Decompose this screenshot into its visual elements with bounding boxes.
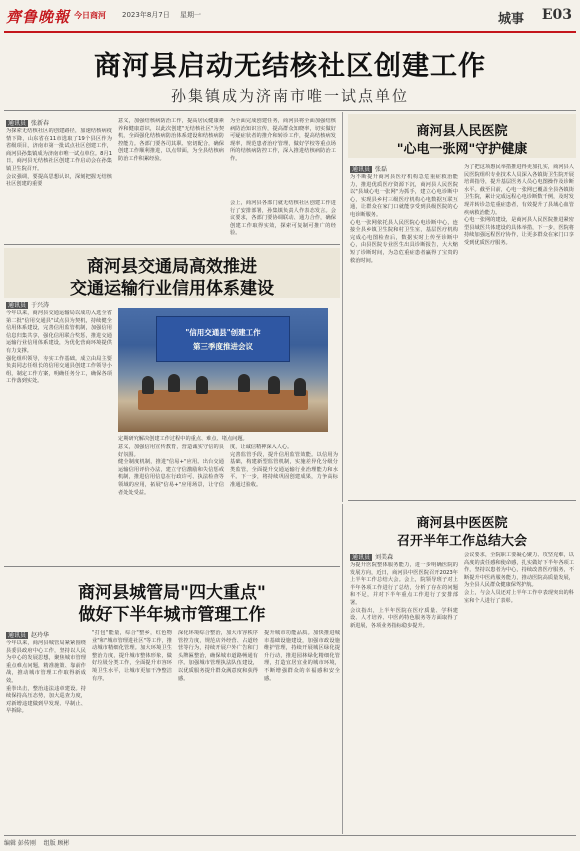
lead-subheadline: 孙集镇成为济南市唯一试点单位 bbox=[170, 87, 409, 105]
meeting-table bbox=[138, 390, 308, 410]
column-divider bbox=[342, 112, 343, 502]
photo-caption: 定期研究解决创建工作过程中的重点、难点、堵点问题。 bbox=[118, 436, 248, 442]
byline-name: 张磊 bbox=[375, 166, 388, 173]
section-rule bbox=[4, 566, 340, 567]
byline-name: 张新春 bbox=[31, 120, 50, 127]
attendee bbox=[238, 374, 250, 392]
byline-name: 于兴涛 bbox=[31, 302, 50, 309]
tcm-col-1: 为提升医院整体服务能力，进一步明确医院的发展方向，近日，商河县中医医院召开2023年上半年工作总结大会。会上，院领导班子对上半年各项工作进行了总结，分析了存在的问题和不足，并对下半年重点工作进行了安排部署。 会议指出，上半年医院在医疗质量、学科建设、人才培养、中医药特色服务等方面取得了新进展，各项业务指标稳步提升。 bbox=[350, 562, 458, 629]
issue-weekday: 星期一 bbox=[180, 11, 201, 19]
attendee bbox=[294, 378, 306, 396]
footer-editor: 编辑 彭传刚 bbox=[4, 840, 36, 847]
lead-col-1: 为探索无结核社区的创建路径，加速结核病疫情下降，山东省在11市选取了19个县区作为省级项目，济南市第一批试点社区创建工作，商河县孙集镇成为济南市唯一试点单位。8月1日，商河县无结核社区创建工作启动会在孙集镇卫生院召开。 会议强调，要提高思想认识，深刻把握无结核社区创建的重要 bbox=[6, 128, 112, 188]
lead-col-4: 会上，商河县各部门就无结核社区创建工作进行了安排部署，孙集镇负责人作表态发言。会议要求，各部门要协调联动、通力合作，确保创建工作取得实效，探索可复制可推广的经验。 bbox=[230, 200, 336, 237]
tcm-headline-2: 召开半年工作总结大会 bbox=[396, 534, 527, 549]
byline-name: 赵玲华 bbox=[31, 632, 50, 639]
attendee bbox=[142, 376, 154, 394]
city-col-3: 深化环境综合整治，加大市容秩序管控力度，规范店外经营、占道经营等行为，持续开展户外广告和门头牌匾整治，确保城市道路畅通有序。加强城市管理执法队伍建设，以优质服务提升群众满意度和获得感。 bbox=[178, 630, 258, 682]
footer-design: 组版 顾彬 bbox=[43, 840, 70, 847]
city-headline-1: 商河县城管局"四大重点" bbox=[78, 583, 266, 603]
footer-rule bbox=[4, 835, 576, 836]
byline-tag: 通讯员 bbox=[8, 632, 27, 639]
traffic-col-2: 意义，加强信用宣传教育，营造诚实守信的良好氛围。 健全制度机制，推进"信易+"应用。出台交通运输信用评价办法，建立守信激励和失信惩戒机制，推进信用信息在行政许可、执法检查等领域的应用，拓展"信易+"应用场景，让守信者处处受益。 bbox=[118, 444, 224, 496]
traffic-col-1: 今年以来，商河县交通运输局以成功入选全省第二批"信用交通县"试点县为契机，持续健全信用体系建设，完善信用监管机制，加强信用信息归集共享，强化信用联合奖惩，推进交通运输行业信用体系建设，为优化营商环境提供有力支撑。 强化组织领导，夯实工作基础。成立由局主要负责同志任组长的信用交通县创建工作领导小组，制定工作方案，明确任务分工，确保各项工作落到实处。 bbox=[6, 310, 112, 385]
attendee bbox=[168, 374, 180, 392]
city-col-1: 今年以来，商河县城管局紧紧围绕县委县政府中心工作，坚持以人民为中心的发展思想，聚焦城市管理重点难点问题，精准施策、靠前作战，推动城市管理工作取得新成效。 重拳出击，整治违法违章建设。持续保持高压态势，加大巡查力度，对新增违建做到早发现、早制止、早拆除。 bbox=[6, 640, 86, 715]
byline-name: 刘美森 bbox=[375, 554, 394, 561]
city-headline-2: 做好下半年城市管理工作 bbox=[78, 605, 266, 625]
traffic-col-3: 度，让诚信精神深入人心。 完善监管手段，提升信用监管效能。以信用为基础，构建新型监管机制，实施差异化分级分类监管，全面提升交通运输行业治理能力和水平。下一步，将持续巩固创建成果，力争高标准通过验收。 bbox=[230, 444, 338, 488]
byline-tag: 通讯员 bbox=[352, 554, 371, 561]
byline-tag: 通讯员 bbox=[8, 302, 27, 309]
column-divider bbox=[342, 504, 343, 834]
lead-headline: 商河县启动无结核社区创建工作 bbox=[94, 51, 486, 82]
traffic-headline-1: 商河县交通局高效推进 bbox=[87, 257, 257, 277]
tcm-col-2: 会议要求，全院职工要凝心聚力、攻坚克难，以高度的责任感和使命感，扎实做好下半年各项工作，坚持以患者为中心，持续改善医疗服务，不断提升中医药服务能力，推动医院高质量发展，为全县人民群众健康保驾护航。 会上，与会人员还对上半年工作中表现突出的科室和个人进行了表彰。 bbox=[464, 552, 574, 604]
attendee bbox=[268, 376, 280, 394]
section-rule bbox=[348, 500, 576, 501]
masthead-rule bbox=[4, 31, 576, 33]
hospital-headline-2: "心电一张网"守护健康 bbox=[396, 142, 528, 157]
lead-rule bbox=[4, 110, 576, 111]
lead-byline bbox=[6, 118, 49, 127]
hospital-col-1: 为不断提升商河县医疗机构急危重症救治能力，推进优质医疗资源下沉，商河县人民医院以"县域心电一张网"为抓手，建立心电诊断中心，实现县乡村三级医疗机构心电数据互联互通，让群众在家门口就能享受到县级医院的心电诊断服务。 心电一张网依托县人民医院心电诊断中心，连接全县乡镇卫生院和村卫生室，基层医疗机构完成心电图检查后，数据实时上传至诊断中心，由县医院专业医生出具诊断报告，大大缩短了诊断时间，为急危重症患者赢得了宝贵的救治时间。 bbox=[350, 174, 458, 264]
tcm-headline-1: 商河县中医医院 bbox=[416, 516, 508, 531]
city-col-4: 提升城市功能品质。加快推进城市基础设施建设，加强市政设施维护管理，持续开展城区绿化提升行动，推进园林绿化精细化管理，打造宜居宜业的城市环境，不断增强群众的幸福感和安全感。 bbox=[264, 630, 340, 682]
section-rule bbox=[4, 244, 340, 245]
lead-col-2: 意义，加强结核病防治工作，提高居民健康素养和健康意识，以此次创建"无结核社区"为契机，全面强化结核病防治体系建设和结核病防控能力。各部门要各司其职、密切配合，确保创建工作顺利推进，以点带面，为全县结核病防治工作积累经验。 bbox=[118, 118, 224, 162]
masthead bbox=[4, 4, 576, 30]
byline-tag: 通讯员 bbox=[8, 120, 27, 127]
attendee bbox=[196, 376, 208, 394]
tcm-byline bbox=[350, 552, 393, 561]
screen-text-2: 第三季度推进会议 bbox=[193, 342, 253, 351]
page-number: E03 bbox=[541, 7, 572, 23]
hospital-col-2: 为了把这项惠民举措推进得更加扎实，商河县人民医院组织专业技术人员深入各镇街卫生院开展培训指导，提升基层医务人员心电图操作及诊断水平。截至目前，心电一张网已覆盖全县各镇街卫生院，累计完成远程心电诊断数千例，及时发现并转诊急危重症患者，有效提升了县域心血管疾病救治能力。 心电一张网的建设，是商河县人民医院推进紧密型县域医共体建设的具体举措，下一步，医院将持续加强远程医疗协作，让更多群众在家门口享受到优质医疗服务。 bbox=[464, 164, 574, 246]
byline-tag: 通讯员 bbox=[352, 166, 371, 173]
newspaper-logo: 齊鲁晚報 bbox=[6, 8, 71, 26]
section-tag: 今日商河 bbox=[74, 11, 106, 20]
hospital-byline bbox=[350, 164, 387, 173]
city-col-2: "打包"能量，综合"整乡，红色物业"和"城市管理进社区"等工作，推动城市精细化管理。加大环境卫生整治力度，提升城市整体形象，做好垃圾分类工作，全面提升市容环境卫生水平，让城市更加干净整洁有序。 bbox=[92, 630, 172, 682]
issue-date: 2023年8月7日 bbox=[122, 11, 170, 19]
lead-col-3: 为全面完成创建任务，商河县将全面加强结核病防治知识宣传，提高群众知晓率，切实做好可疑症状者的推介和转诊工作，提高结核病发现率，规范患者治疗管理，做好学校等重点场所的结核病防控工作，深入推进结核病防治工作。 bbox=[230, 118, 336, 162]
section-name: 城事 bbox=[497, 12, 524, 27]
city-byline bbox=[6, 630, 49, 639]
traffic-headline-2: 交通运输行业信用体系建设 bbox=[70, 279, 274, 299]
meeting-photo bbox=[118, 308, 328, 432]
page-footer bbox=[4, 838, 69, 847]
screen-text-1: "信用交通县"创建工作 bbox=[185, 328, 261, 337]
traffic-byline bbox=[6, 300, 49, 309]
projection-screen bbox=[156, 316, 290, 362]
hospital-headline-1: 商河县人民医院 bbox=[416, 124, 508, 139]
